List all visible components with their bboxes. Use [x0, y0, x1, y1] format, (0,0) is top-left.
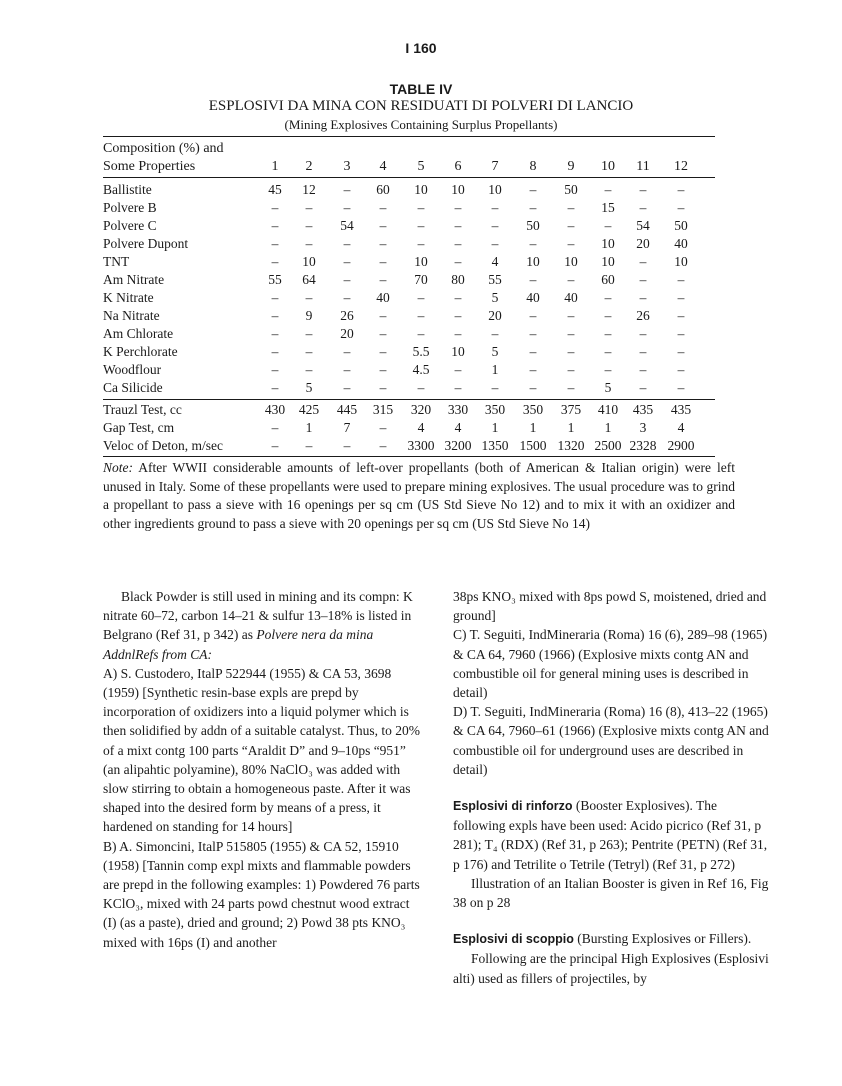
table-cell: –	[529, 272, 537, 287]
table-cell: –	[677, 362, 685, 377]
table-cell: –	[454, 290, 462, 305]
composition-table	[103, 136, 715, 457]
table-cell: –	[454, 254, 462, 269]
table-title: ESPLOSIVI DA MINA CON RESIDUATI DI POLVERI DI LANCIO	[208, 98, 634, 114]
note-label: Note:	[103, 460, 133, 475]
table-cell: –	[454, 380, 462, 395]
table-cell: –	[417, 380, 425, 395]
table-cell: 1	[567, 420, 575, 435]
table-note	[103, 459, 735, 533]
table-cell: –	[343, 290, 351, 305]
table-cell: –	[454, 362, 462, 377]
header-label-line1: Composition (%) and	[103, 141, 224, 156]
table-cell: 26	[340, 308, 354, 323]
table-cell: –	[271, 218, 279, 233]
table-cell: –	[604, 326, 612, 341]
table-row	[103, 437, 715, 455]
table-cell: –	[491, 326, 499, 341]
table-cell: –	[305, 200, 313, 215]
table-cell: 10	[302, 254, 316, 269]
table-cell: 1	[491, 362, 499, 377]
table-cell: 20	[488, 308, 502, 323]
rinforzo-heading: Esplosivi di rinforzo	[453, 799, 573, 814]
table-cell: –	[454, 200, 462, 215]
table-cell: 5	[305, 380, 313, 395]
black-powder-paragraph: Black Powder is still used in mining and its compn: K nitrate 60–72, carbon 14–21 & sulfur 13–18% is listed in Belgrano (Ref 31, p 342) as	[103, 589, 413, 643]
row-label: Ca Silicide	[103, 380, 163, 395]
table-cell: –	[379, 200, 387, 215]
table-row	[103, 419, 715, 437]
table-cell: –	[677, 182, 685, 197]
table-cell: –	[567, 362, 575, 377]
table-cell: –	[529, 362, 537, 377]
table-cell: 10	[451, 344, 465, 359]
table-cell: –	[677, 326, 685, 341]
table-cell: –	[677, 272, 685, 287]
table-cell: –	[677, 380, 685, 395]
column-header: 9	[567, 159, 575, 174]
table-row	[103, 199, 715, 217]
table-cell: 15	[601, 200, 615, 215]
table-cell: –	[454, 308, 462, 323]
table-cell: –	[379, 420, 387, 435]
table-cell: 315	[372, 402, 394, 417]
table-cell: –	[271, 438, 279, 453]
table-cell: –	[305, 218, 313, 233]
table-cell: 4	[417, 420, 425, 435]
table-cell: 2900	[667, 438, 695, 453]
table-cell: –	[677, 344, 685, 359]
table-cell: –	[305, 344, 313, 359]
table-row	[103, 401, 715, 419]
row-label: Polvere Dupont	[103, 236, 189, 251]
row-label: K Nitrate	[103, 290, 154, 305]
table-cell: –	[271, 344, 279, 359]
table-cell: –	[305, 236, 313, 251]
table-cell: 3300	[407, 438, 435, 453]
table-cell: –	[305, 290, 313, 305]
table-cell: 45	[268, 182, 282, 197]
row-label: TNT	[103, 254, 130, 269]
table-bottom-rule	[103, 456, 715, 457]
table-cell: 10	[601, 236, 615, 251]
table-cell: –	[343, 236, 351, 251]
table-cell: –	[379, 344, 387, 359]
row-label: Polvere C	[103, 218, 157, 233]
table-cell: –	[417, 218, 425, 233]
column-header: 6	[454, 159, 462, 174]
table-cell: 10	[414, 182, 428, 197]
table-cell: –	[417, 326, 425, 341]
table-cell: 40	[376, 290, 390, 305]
table-cell: 330	[447, 402, 469, 417]
table-row	[103, 343, 715, 361]
table-cell: 50	[564, 182, 578, 197]
row-label: Trauzl Test, cc	[103, 402, 182, 417]
property-rows	[103, 400, 715, 456]
table-cell: –	[567, 272, 575, 287]
table-subtitle: (Mining Explosives Containing Surplus Propellants)	[284, 117, 558, 132]
table-row	[103, 325, 715, 343]
table-cell: –	[529, 200, 537, 215]
column-header: 2	[305, 159, 313, 174]
scoppio-heading: Esplosivi di scoppio	[453, 932, 574, 947]
scoppio-text: (Bursting Explosives or Fillers).	[573, 931, 752, 947]
table-cell: –	[271, 290, 279, 305]
table-cell: 3	[639, 420, 647, 435]
row-label: Am Nitrate	[103, 272, 165, 287]
table-cell: –	[379, 272, 387, 287]
row-label: K Perchlorate	[103, 344, 178, 359]
table-cell: 80	[451, 272, 465, 287]
table-cell: –	[343, 344, 351, 359]
table-cell: 425	[298, 402, 320, 417]
row-label: Polvere B	[103, 200, 157, 215]
column-header: 5	[417, 159, 425, 174]
row-label: Veloc of Deton, m/sec	[103, 438, 223, 453]
table-cell: 2328	[629, 438, 657, 453]
table-cell: –	[529, 308, 537, 323]
table-cell: –	[529, 182, 537, 197]
table-row	[103, 235, 715, 253]
table-cell: –	[379, 380, 387, 395]
table-cell: –	[343, 272, 351, 287]
table-cell: –	[417, 290, 425, 305]
table-cell: –	[639, 182, 647, 197]
table-cell: –	[639, 362, 647, 377]
table-cell: 4	[491, 254, 499, 269]
table-cell: 320	[410, 402, 432, 417]
table-cell: –	[305, 362, 313, 377]
table-cell: 60	[601, 272, 615, 287]
table-cell: –	[529, 236, 537, 251]
table-cell: 7	[343, 420, 351, 435]
table-cell: –	[567, 236, 575, 251]
table-cell: 54	[340, 218, 354, 233]
note-text: After WWII considerable amounts of left-over propellants (both of American & Italian origin) were left unused in Italy. Some of these propellants were used to prepare mining explosives. The usual procedure was to grind a propellant to pass a sieve with 16 openings per sq cm (US Std Sieve No 12) and to mix it with an oxidizer and other ingredients ground to pass a sieve with 20 openings per sq cm (US Std Sieve No 14)	[103, 460, 736, 531]
table-cell: –	[567, 218, 575, 233]
table-cell: –	[305, 438, 313, 453]
table-cell: –	[454, 236, 462, 251]
right-column	[453, 587, 771, 988]
table-cell: 4	[677, 420, 685, 435]
column-header: 10	[601, 159, 615, 174]
table-cell: –	[271, 254, 279, 269]
table-row	[103, 253, 715, 271]
table-row	[103, 361, 715, 379]
table-cell: 4	[454, 420, 462, 435]
table-cell: 70	[414, 272, 428, 287]
table-cell: –	[604, 218, 612, 233]
table-cell: –	[567, 344, 575, 359]
table-cell: –	[343, 380, 351, 395]
table-cell: 20	[636, 236, 650, 251]
table-cell: –	[379, 254, 387, 269]
addnl-refs-heading: AddnlRefs from CA:	[103, 646, 212, 662]
table-cell: 50	[674, 218, 688, 233]
table-label: TABLE IV	[389, 81, 453, 97]
table-cell: –	[271, 326, 279, 341]
table-cell: 10	[451, 182, 465, 197]
table-cell: –	[491, 200, 499, 215]
table-cell: 9	[305, 308, 313, 323]
column-header: 12	[674, 159, 688, 174]
table-cell: 2500	[594, 438, 622, 453]
table-cell: 350	[522, 402, 544, 417]
table-cell: 40	[564, 290, 578, 305]
table-cell: –	[639, 272, 647, 287]
table-cell: –	[639, 200, 647, 215]
table-cell: –	[491, 236, 499, 251]
table-cell: 55	[488, 272, 502, 287]
table-cell: –	[271, 362, 279, 377]
table-cell: 410	[597, 402, 619, 417]
table-cell: 40	[526, 290, 540, 305]
table-cell: –	[379, 362, 387, 377]
table-cell: –	[379, 326, 387, 341]
table-cell: 40	[674, 236, 688, 251]
reference-a: A) S. Custodero, ItalP 522944 (1955) & CA 53, 3698 (1959) [Synthetic resin-base expls are prepd by incorporation of oxidizers into a liquid polymer which is then solidified by addn of a suitable catalyst. Thus, to 20% of a mixt contg 100 parts “Araldit D” and 9–10ps “951” (an alipahtic polyamine), 80% NaClO₃ was added with slow stirring to obtain a homogeneous paste. After it was shaped into the desired form by means of a press, it hardened on standing for 14 hours]	[103, 665, 420, 835]
table-cell: 10	[564, 254, 578, 269]
table-cell: –	[604, 344, 612, 359]
table-cell: 10	[526, 254, 540, 269]
row-label: Am Chlorate	[103, 326, 174, 341]
table-cell: –	[567, 380, 575, 395]
table-cell: 20	[340, 326, 354, 341]
table-cell: –	[343, 254, 351, 269]
table-cell: –	[305, 326, 313, 341]
table-cell: 64	[302, 272, 316, 287]
scoppio-paragraph: Following are the principal High Explosives (Esplosivi alti) used as fillers of projectiles, by	[453, 951, 769, 986]
table-cell: –	[677, 200, 685, 215]
table-row	[103, 307, 715, 325]
table-cell: –	[491, 380, 499, 395]
table-cell: –	[417, 236, 425, 251]
table-cell: 445	[336, 402, 358, 417]
table-cell: 3200	[444, 438, 472, 453]
reference-b-continued: 38ps KNO₃ mixed with 8ps powd S, moistened, dried and ground]	[453, 589, 767, 624]
table-cell: –	[639, 326, 647, 341]
left-column	[103, 587, 421, 952]
table-row	[103, 379, 715, 397]
composition-rows	[103, 178, 715, 399]
column-header: 7	[491, 159, 499, 174]
table-cell: –	[271, 420, 279, 435]
polvere-nera-term: Polvere nera da mina	[256, 627, 374, 643]
table-cell: 1350	[481, 438, 509, 453]
table-cell: 1500	[519, 438, 547, 453]
table-cell: –	[343, 182, 351, 197]
table-cell: –	[604, 290, 612, 305]
table-cell: –	[529, 344, 537, 359]
table-row	[103, 217, 715, 235]
table-cell: –	[639, 290, 647, 305]
table-cell: 54	[636, 218, 650, 233]
rinforzo-illustration: Illustration of an Italian Booster is given in Ref 16, Fig 38 on p 28	[453, 875, 769, 911]
table-cell: 5	[604, 380, 612, 395]
table-cell: –	[677, 290, 685, 305]
table-cell: –	[343, 362, 351, 377]
table-cell: –	[454, 218, 462, 233]
table-cell: 1	[305, 420, 313, 435]
column-header: 1	[271, 159, 279, 174]
table-cell: –	[379, 218, 387, 233]
table-cell: –	[379, 308, 387, 323]
rinforzo-text: (Booster Explosives). The following expls have been used: Acido picrico (Ref 31, p 281); T₄ (RDX) (Ref 31, p 263); Pentrite (PETN) (Ref 31, p 176) and Tetrilite o Tetrile (Tetryl) (Ref 31, p 272)	[453, 798, 768, 872]
table-row	[103, 271, 715, 289]
table-cell: –	[271, 380, 279, 395]
table-cell: –	[343, 438, 351, 453]
row-label: Na Nitrate	[103, 308, 160, 323]
table-cell: 10	[414, 254, 428, 269]
table-cell: 435	[670, 402, 692, 417]
table-cell: –	[639, 380, 647, 395]
table-cell: 1	[491, 420, 499, 435]
table-cell: –	[639, 254, 647, 269]
table-cell: 55	[268, 272, 282, 287]
table-cell: 10	[601, 254, 615, 269]
table-cell: 350	[484, 402, 506, 417]
table-cell: 5.5	[412, 344, 430, 359]
column-header: 11	[636, 159, 650, 174]
row-label: Ballistite	[103, 182, 152, 197]
table-cell: –	[343, 200, 351, 215]
table-cell: 4.5	[412, 362, 430, 377]
table-cell: –	[379, 236, 387, 251]
table-cell: 1320	[557, 438, 585, 453]
column-header: 3	[343, 159, 351, 174]
table-cell: 430	[264, 402, 286, 417]
table-cell: –	[491, 218, 499, 233]
table-cell: –	[567, 200, 575, 215]
page-number: I 160	[405, 40, 437, 56]
table-cell: –	[604, 182, 612, 197]
row-label: Gap Test, cm	[103, 420, 175, 435]
table-cell: –	[379, 438, 387, 453]
row-label: Woodflour	[103, 362, 162, 377]
table-cell: –	[417, 200, 425, 215]
table-cell: 50	[526, 218, 540, 233]
table-cell: –	[567, 308, 575, 323]
table-cell: –	[271, 200, 279, 215]
column-header: 4	[379, 159, 387, 174]
table-cell: 60	[376, 182, 390, 197]
table-row	[103, 289, 715, 307]
table-cell: 1	[604, 420, 612, 435]
header-label-line2: Some Properties	[103, 159, 196, 174]
table-cell: 12	[302, 182, 316, 197]
reference-c: C) T. Seguiti, IndMineraria (Roma) 16 (6), 289–98 (1965) & CA 64, 7960 (1966) (Explosive mixts contg AN and combustible oil for general mining uses is described in detail)	[453, 627, 768, 701]
table-cell: –	[529, 326, 537, 341]
table-cell: –	[604, 308, 612, 323]
table-cell: –	[271, 236, 279, 251]
table-cell: –	[271, 308, 279, 323]
table-cell: –	[677, 308, 685, 323]
table-cell: 5	[491, 290, 499, 305]
table-cell: –	[454, 326, 462, 341]
table-row	[103, 181, 715, 199]
table-cell: –	[639, 344, 647, 359]
table-cell: 1	[529, 420, 537, 435]
table-cell: 375	[560, 402, 582, 417]
table-cell: 26	[636, 308, 650, 323]
table-cell: –	[529, 380, 537, 395]
reference-d: D) T. Seguiti, IndMineraria (Roma) 16 (8), 413–22 (1965) & CA 64, 7960–61 (1966) (Explosive mixts contg AN and combustible oil for underground uses are described in detail)	[453, 704, 769, 777]
table-cell: 5	[491, 344, 499, 359]
table-cell: –	[567, 326, 575, 341]
table-header	[103, 137, 715, 177]
reference-b: B) A. Simoncini, ItalP 515805 (1955) & CA 52, 15910 (1958) [Tannin comp expl mixts and flammable powders are prepd in the following examples: 1) Powdered 76 parts KClO₃, mixed with 24 parts powd chestnut wood extract (I) (as a paste), dried and ground; 2) Powd 38 pts KNO₃ mixed with 16ps (I) and another	[103, 838, 420, 950]
table-cell: 10	[674, 254, 688, 269]
column-header: 8	[529, 159, 537, 174]
table-cell: 435	[632, 402, 654, 417]
table-cell: –	[417, 308, 425, 323]
table-cell: 10	[488, 182, 502, 197]
table-cell: –	[604, 362, 612, 377]
